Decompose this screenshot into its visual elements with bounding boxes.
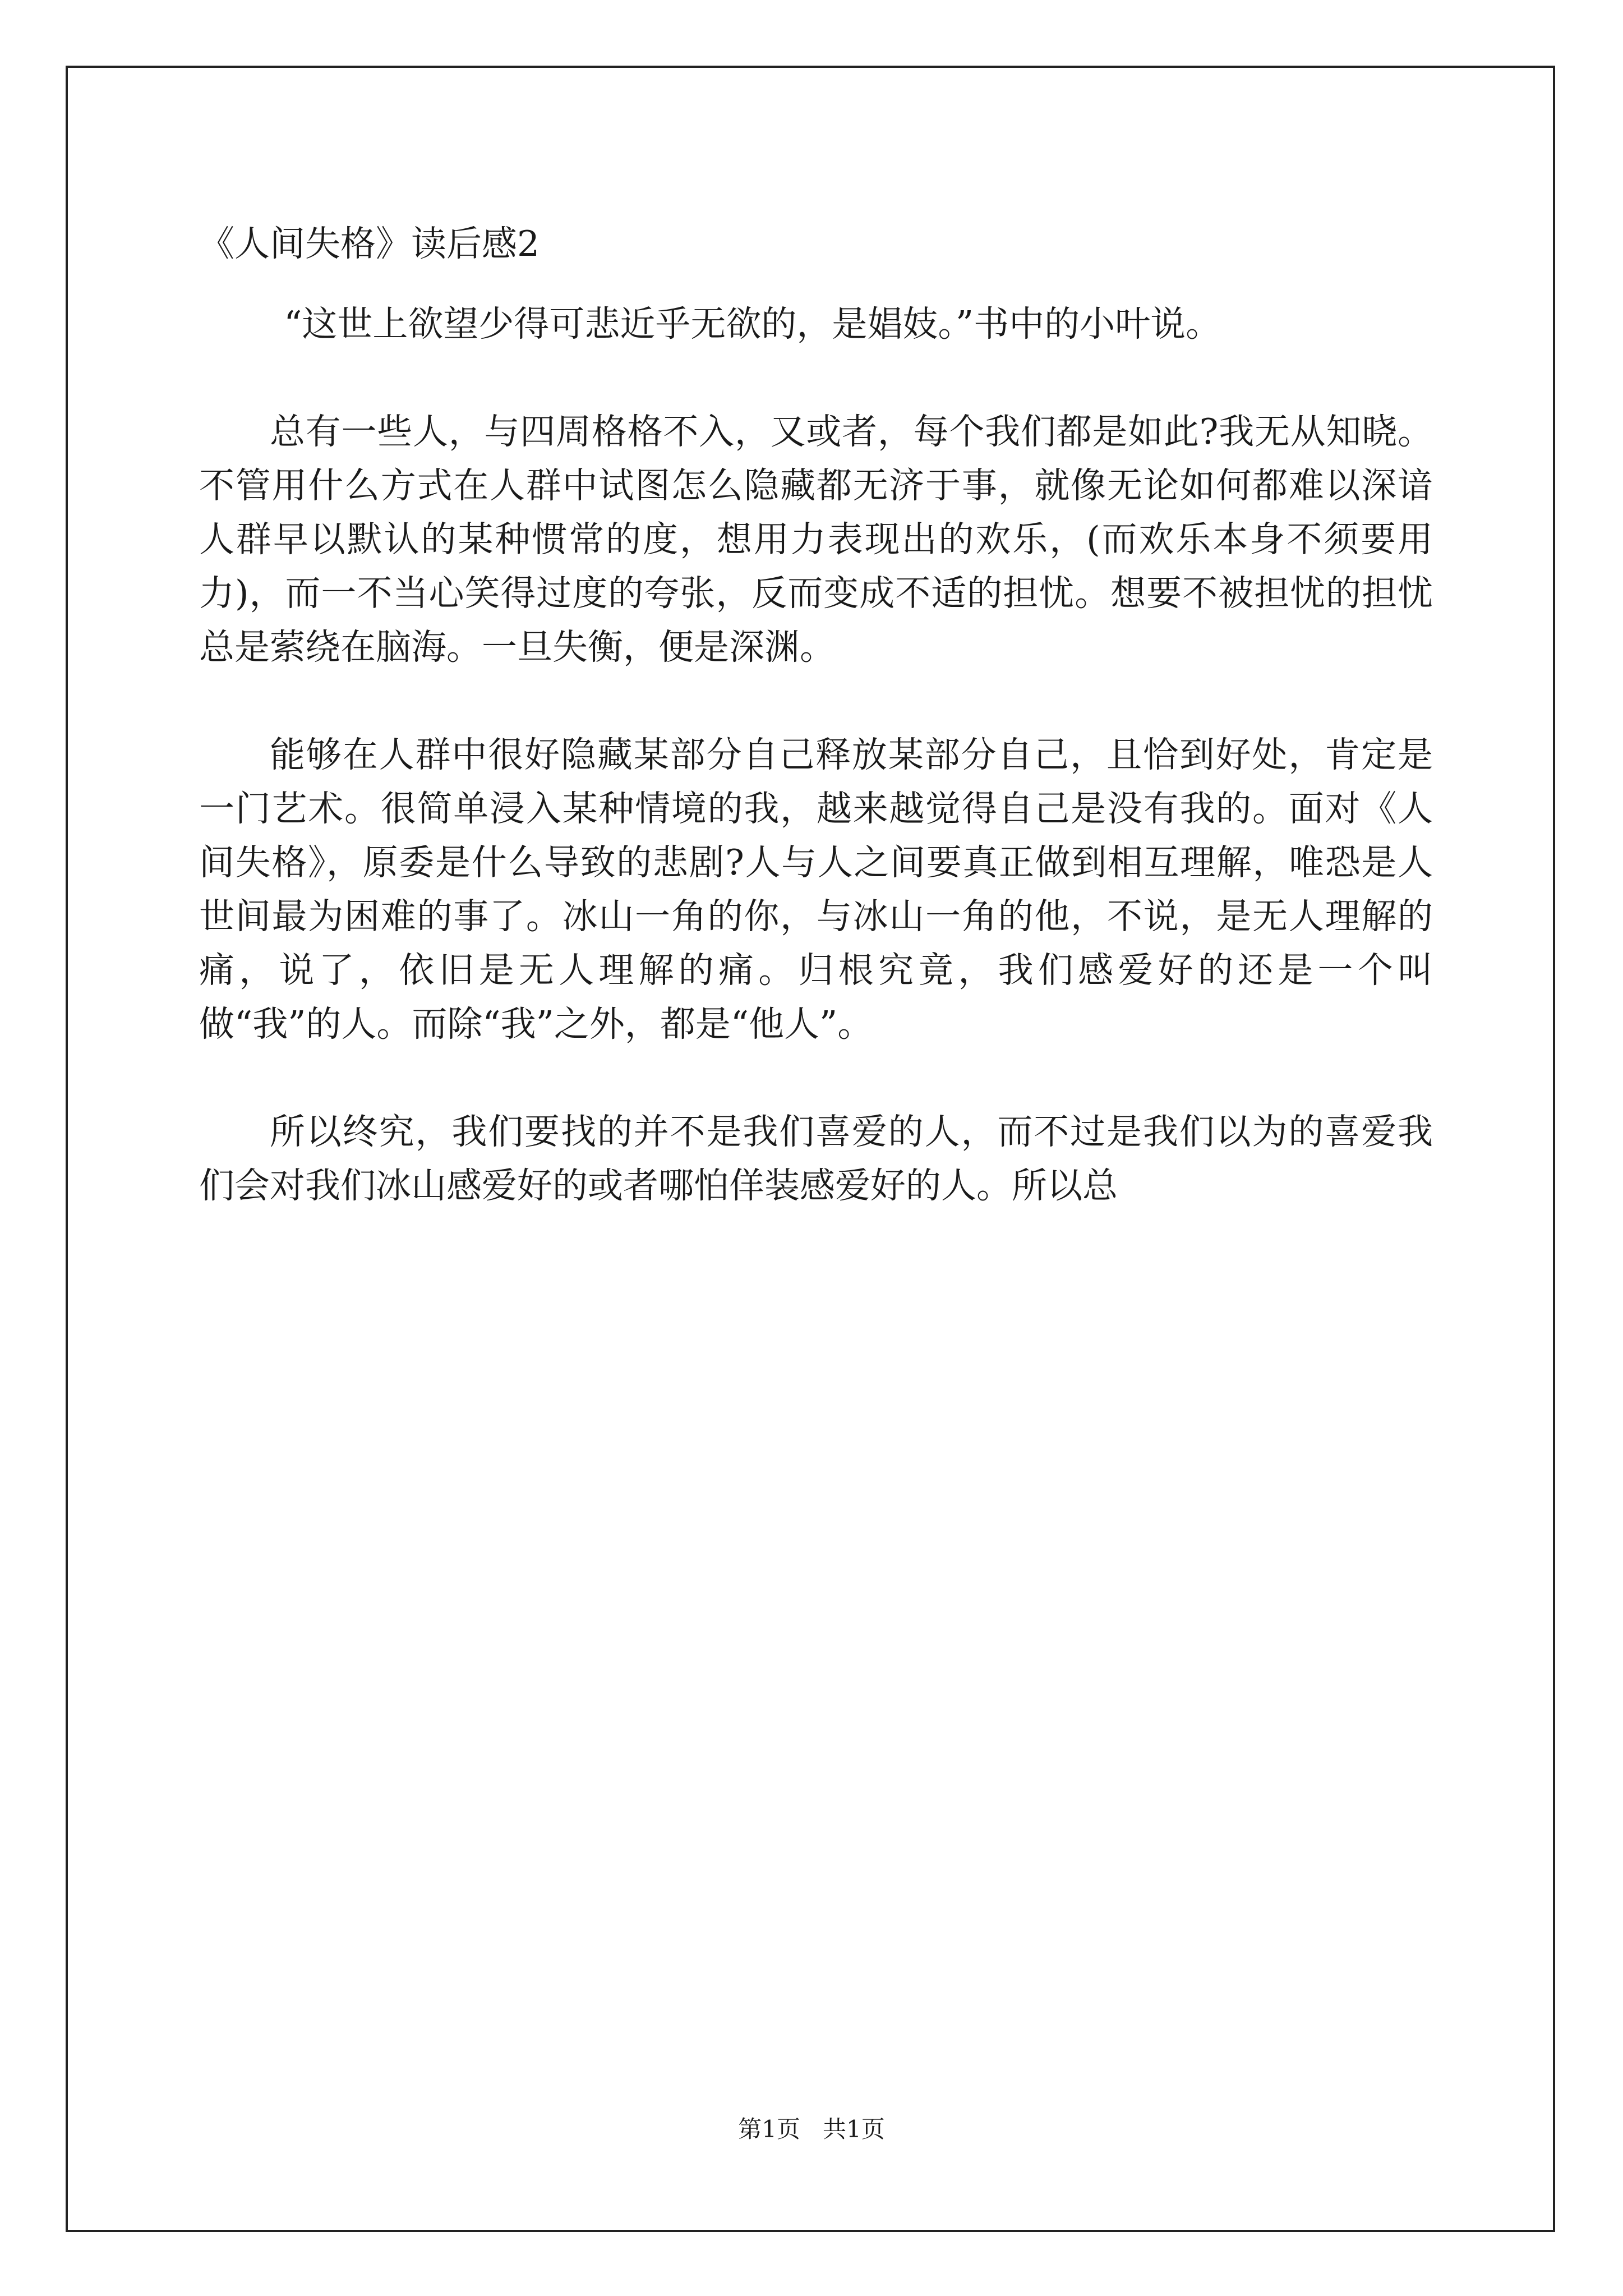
document-title: 《人间失格》读后感2: [199, 223, 540, 264]
paragraph: “这世上欲望少得可悲近乎无欲的，是娼妓。”书中的小叶说。: [284, 303, 1221, 344]
paragraph: 所以终究，我们要找的并不是我们喜爱的人，而不过是我们以为的喜爱我们会对我们冰山感爱好的或者哪怕佯装感爱好的人。所以总: [199, 1111, 1433, 1206]
paragraph: 总有一些人，与四周格格不入，又或者，每个我们都是如此?我无从知晓。不管用什么方式在人群中试图怎么隐藏都无济于事，就像无论如何都难以深谙人群早以默认的某种惯常的度，想用力表现出的欢乐，(而欢乐本身不须要用力)，而一不当心笑得过度的夸张，反而变成不适的担忧。想要不被担忧的担忧总是萦绕在脑海。一旦失衡，便是深渊。: [199, 411, 1433, 668]
document-body: [199, 297, 1433, 1267]
paragraph: 能够在人群中很好隐藏某部分自己释放某部分自己，且恰到好处，肯定是一门艺术。很简单浸入某种情境的我，越来越觉得自己是没有我的。面对《人间失格》，原委是什么导致的悲剧?人与人之间要真正做到相互理解，唯恐是人世间最为困难的事了。冰山一角的你，与冰山一角的他，不说，是无人理解的痛，说了，依旧是无人理解的痛。归根究竟，我们感爱好的还是一个叫做“我”的人。而除“我”之外，都是“他人”。: [199, 734, 1433, 1045]
page-number-footer: 第1页 共1页: [738, 2115, 885, 2143]
